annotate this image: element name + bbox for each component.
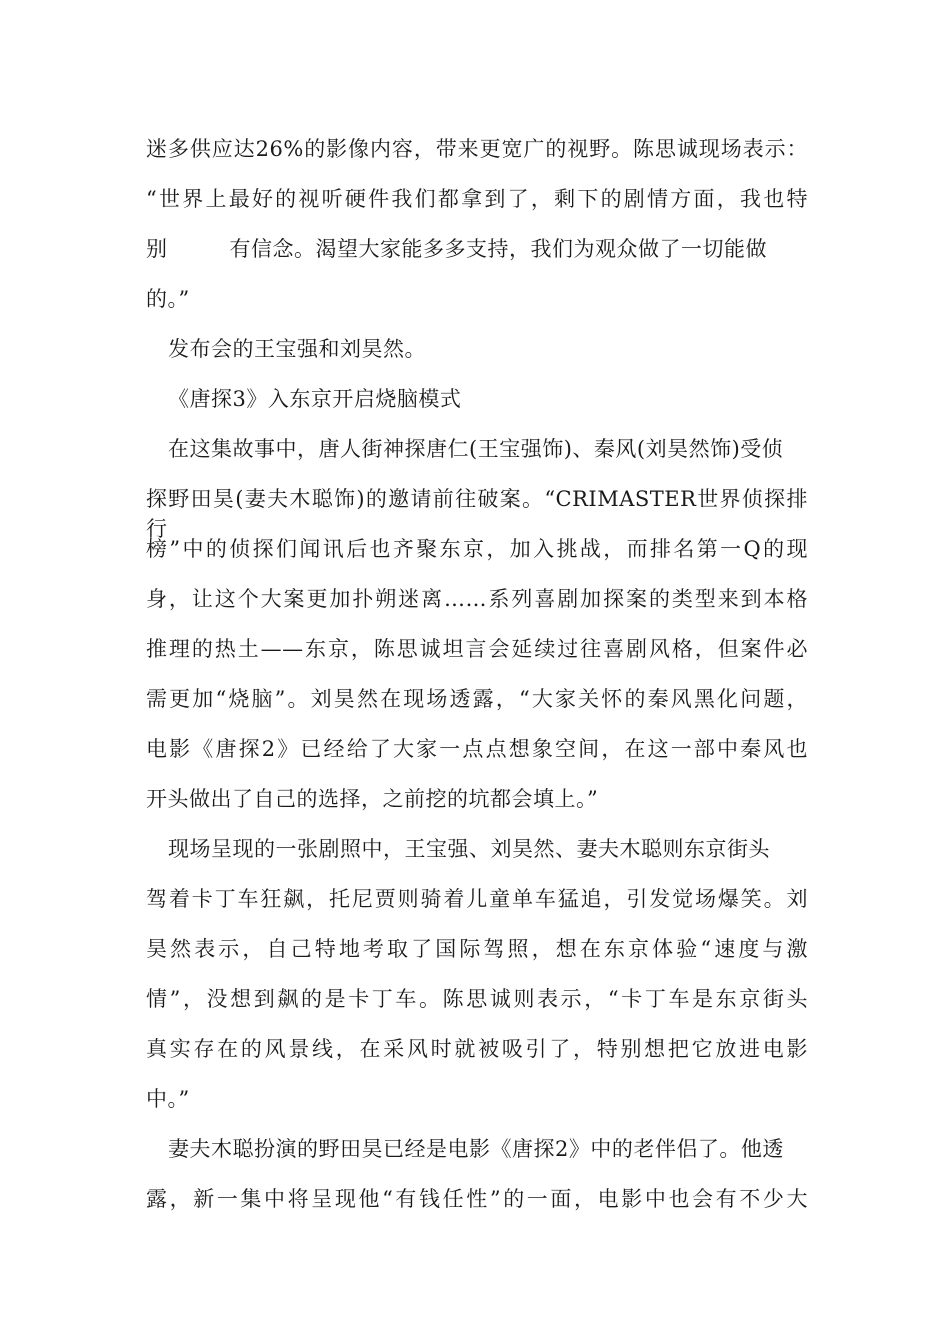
text-line: 在这集故事中，唐人街神探唐仁(王宝强饰)、秦风(刘昊然饰)受侦 bbox=[168, 437, 784, 461]
text-line: 真实存在的风景线，在采风时就被吸引了，特别想把它放进电影 bbox=[146, 1037, 808, 1061]
text-line: 露，新一集中将呈现他“有钱任性”的一面，电影中也会有不少大 bbox=[146, 1187, 808, 1211]
text-line: 推理的热土——东京，陈思诚坦言会延续过往喜剧风格，但案件必 bbox=[146, 637, 808, 661]
text-line: 榜”中的侦探们闻讯后也齐聚东京，加入挑战，而排名第一Q的现 bbox=[146, 537, 808, 561]
text-line: 妻夫木聪扮演的野田昊已经是电影《唐探2》中的老伴侣了。他透 bbox=[168, 1137, 784, 1161]
text-line: 《唐探3》入东京开启烧脑模式 bbox=[168, 387, 462, 411]
text-line: 迷多供应达26%的影像内容，带来更宽广的视野。陈思诚现场表示： bbox=[146, 137, 808, 161]
text-line: 驾着卡丁车狂飙，托尼贾则骑着儿童单车猛追，引发觉场爆笑。刘 bbox=[146, 887, 808, 911]
text-line: 探野田昊(妻夫木聪饰)的邀请前往破案。“CRIMASTER世界侦探排行 bbox=[146, 487, 808, 541]
text-fragment: 有信念。渴望大家能多多支持，我们为观众做了一切能做 bbox=[229, 237, 767, 261]
text-line: “世界上最好的视听硬件我们都拿到了，剩下的剧情方面，我也特 bbox=[146, 187, 808, 211]
text-line: 需更加“烧脑”。刘昊然在现场透露，“大家关怀的秦风黑化问题， bbox=[146, 687, 808, 711]
text-line: 情”，没想到飙的是卡丁车。陈思诚则表示，“卡丁车是东京街头 bbox=[146, 987, 808, 1011]
text-line bbox=[146, 234, 767, 264]
text-line: 开头做出了自己的选择，之前挖的坑都会填上。” bbox=[146, 787, 599, 811]
text-line: 电影《唐探2》已经给了大家一点点想象空间，在这一部中秦风也 bbox=[146, 737, 808, 761]
text-line: 的。” bbox=[146, 287, 190, 311]
text-line: 现场呈现的一张剧照中，王宝强、刘昊然、妻夫木聪则东京街头 bbox=[168, 837, 770, 861]
text-line: 中。” bbox=[146, 1087, 190, 1111]
text-line: 昊然表示，自己特地考取了国际驾照，想在东京体验“速度与激 bbox=[146, 937, 808, 961]
text-line: 发布会的王宝强和刘昊然。 bbox=[168, 337, 426, 361]
text-fragment: 别 bbox=[146, 237, 168, 261]
text-line: 身，让这个大案更加扑朔迷离……系列喜剧加探案的类型来到本格 bbox=[146, 587, 808, 611]
